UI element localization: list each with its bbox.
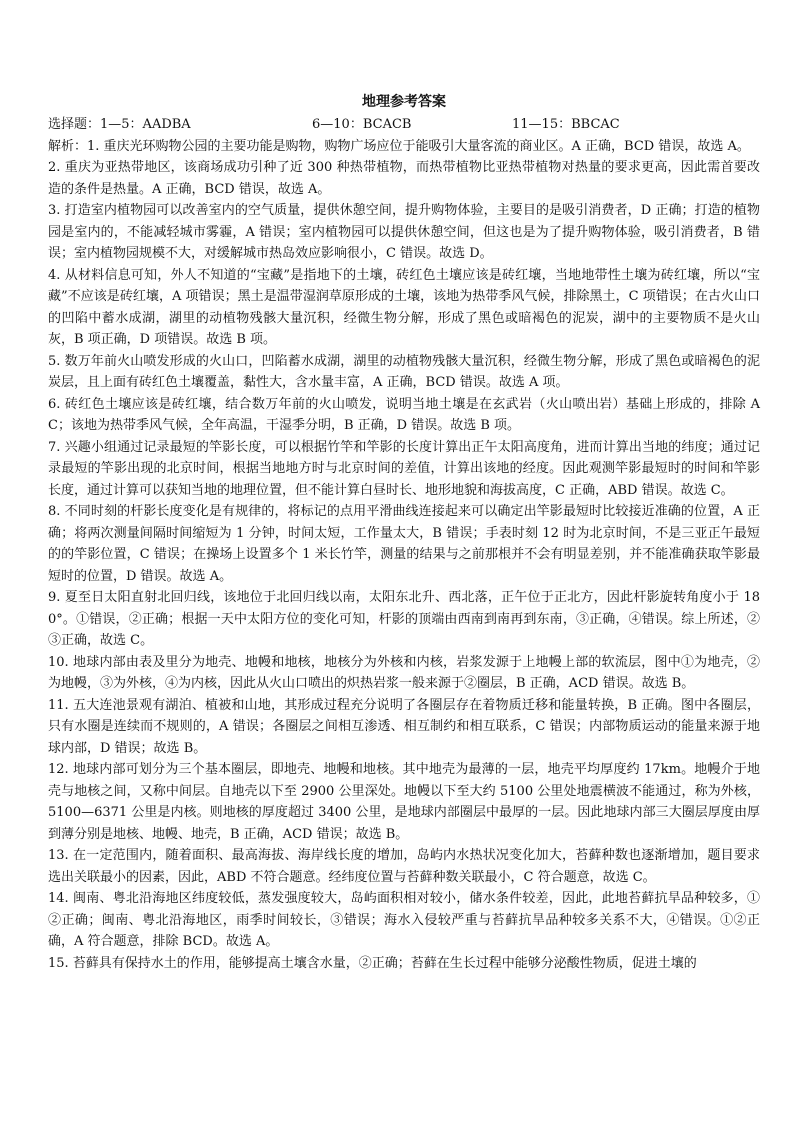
answers-group-1: 1—5：AADBA	[100, 117, 191, 132]
answers-group-3: 11—15：BBCAC	[512, 117, 620, 132]
page-title: 地理参考答案	[362, 94, 446, 110]
explanation-3: 3. 打造室内植物园可以改善室内的空气质量，提供休憩空间，提升购物体验，主要目的是吸引消费者，D 正确；打造的植物园是室内的，不能减轻城市雾霾，A 错误；室内植物园可以提供休憩空间，但这也是为了提升购物体验，吸引消费者，B 错误；室内植物园规模不大，对缓解城市热岛效应影响很小，C 错误。故选 D。	[48, 203, 760, 261]
answer-sheet	[48, 92, 760, 974]
explanation-10: 10. 地球内部由表及里分为地壳、地幔和地核，地核分为外核和内核，岩浆发源于上地幔上部的软流层，图中①为地壳，②为地幔，③为外核，④为内核，因此从火山口喷出的炽热岩浆一般来源于②圈层，B 正确，ACD 错误。故选 B。	[48, 654, 760, 691]
answers-label: 选择题：	[48, 117, 101, 132]
explanation-8: 8. 不同时刻的杆影长度变化是有规律的，将标记的点用平滑曲线连接起来可以确定出竿影最短时比较接近准确的位置，A 正确；将两次测量间隔时间缩短为 1 分钟，时间太短，工作量太大，B 错误；手表时刻 12 时为北京时间，不是三亚正午最短的的竿影位置，C 错误；在操场上设置多个 1 米长竹竿，测量的结果与之前那根并不会有明显差别，并不能准确获取竿影最短时的位置，D 错误。故选 A。	[48, 504, 760, 584]
explanation-15: 15. 苔藓具有保持水土的作用，能够提高土壤含水量，②正确；苔藓在生长过程中能够分泌酸性物质，促进土壤的	[48, 955, 697, 971]
explanation-1: 解析：1. 重庆光环购物公园的主要功能是购物，购物广场应位于能吸引大量客流的商业区。A 正确，BCD 错误，故选 A。	[48, 138, 750, 154]
explanation-6: 6. 砖红色土壤应该是砖红壤，结合数万年前的火山喷发，说明当地土壤是在玄武岩（火山喷出岩）基础上形成的，排除 AC；该地为热带季风气候，全年高温，干湿季分明，B 正确，D 错误。故选 B 项。	[48, 396, 760, 433]
explanation-12: 12. 地球内部可划分为三个基本圈层，即地壳、地幔和地核。其中地壳为最薄的一层，地壳平均厚度约 17km。地幔介于地壳与地核之间，又称中间层。自地壳以下至 2900 公里深处。地幔以下至大约 5100 公里处地震横波不能通过，称为外核，5100—6371 公里是内核。则地核的厚度超过 3400 公里，是地球内部圈层中最厚的一层。因此地球内部三大圈层厚度由厚到薄分别是地核、地幔、地壳，B 正确，ACD 错误；故选 B。	[48, 762, 760, 842]
answers-group-2: 6—10：BCACB	[312, 117, 412, 132]
choice-answers	[48, 114, 760, 136]
explanation-13: 13. 在一定范围内，随着面积、最高海拔、海岸线长度的增加，岛屿内水热状况变化加大，苔藓种数也逐渐增加，题目要求选出关联最小的因素，因此，ABD 不符合题意。经纬度位置与苔藓种数关联最小，C 符合题意，故选 C。	[48, 848, 760, 885]
explanation-2: 2. 重庆为亚热带地区，该商场成功引种了近 300 种热带植物，而热带植物比亚热带植物对热量的要求更高，因此需首要改造的条件是热量。A 正确，BCD 错误，故选 A。	[48, 160, 760, 197]
explanation-5: 5. 数万年前火山喷发形成的火山口，凹陷蓄水成湖，湖里的动植物残骸大量沉积，经微生物分解，形成了黑色或暗褐色的泥炭层，且上面有砖红色土壤覆盖，黏性大，含水量丰富，A 正确，BCD 错误。故选 A 项。	[48, 353, 760, 390]
explanation-7: 7. 兴趣小组通过记录最短的竿影长度，可以根据竹竿和竿影的长度计算出正午太阳高度角，进而计算出当地的纬度；通过记录最短的竿影出现的北京时间，根据当地地方时与北京时间的差值，计算出该地的经度。因此观测竿影最短时的时间和竿影长度，通过计算可以获知当地的地理位置，但不能计算白昼时长、地形地貌和海拔高度，C 正确，ABD 错误。故选 C。	[48, 439, 760, 498]
explanation-11: 11. 五大连池景观有湖泊、植被和山地，其形成过程充分说明了各圈层存在着物质迁移和能量转换，B 正确。图中各圈层，只有水圈是连续而不规则的，A 错误；各圈层之间相互渗透、相互制约和相互联系，C 错误；内部物质运动的能量来源于地球内部，D 错误；故选 B。	[48, 697, 760, 756]
explanation-9: 9. 夏至日太阳直射北回归线，该地位于北回归线以南，太阳东北升、西北落，正午位于正北方，因此杆影旋转角度小于 180°。①错误，②正确；根据一天中太阳方位的变化可知，杆影的顶端由西南到南再到东南，③正确，④错误。综上所述，②③正确，故选 C。	[48, 590, 760, 648]
explanation-14: 14. 闽南、粤北沿海地区纬度较低，蒸发强度较大，岛屿面积相对较小，储水条件较差，因此，此地苔藓抗旱品种较多，①②正确；闽南、粤北沿海地区，雨季时间较长，③错误；海水入侵较严重与苔藓抗旱品种较多关系不大，④错误。①②正确，A 符合题意，排除 BCD。故选 A。	[48, 891, 760, 949]
explanation-4: 4. 从材料信息可知，外人不知道的“宝藏”是指地下的土壤，砖红色土壤应该是砖红壤，当地地带性土壤为砖红壤，所以“宝藏”不应该是砖红壤，A 项错误；黑土是温带湿润草原形成的土壤，该地为热带季风气候，排除黑土，C 项错误；在古火山口的凹陷中蓄水成湖，湖里的动植物残骸大量沉积，经微生物分解，形成了黑色或暗褐色的泥炭，湖中的主要物质不是火山灰，B 项正确，D 项错误。故选 B 项。	[48, 267, 760, 347]
